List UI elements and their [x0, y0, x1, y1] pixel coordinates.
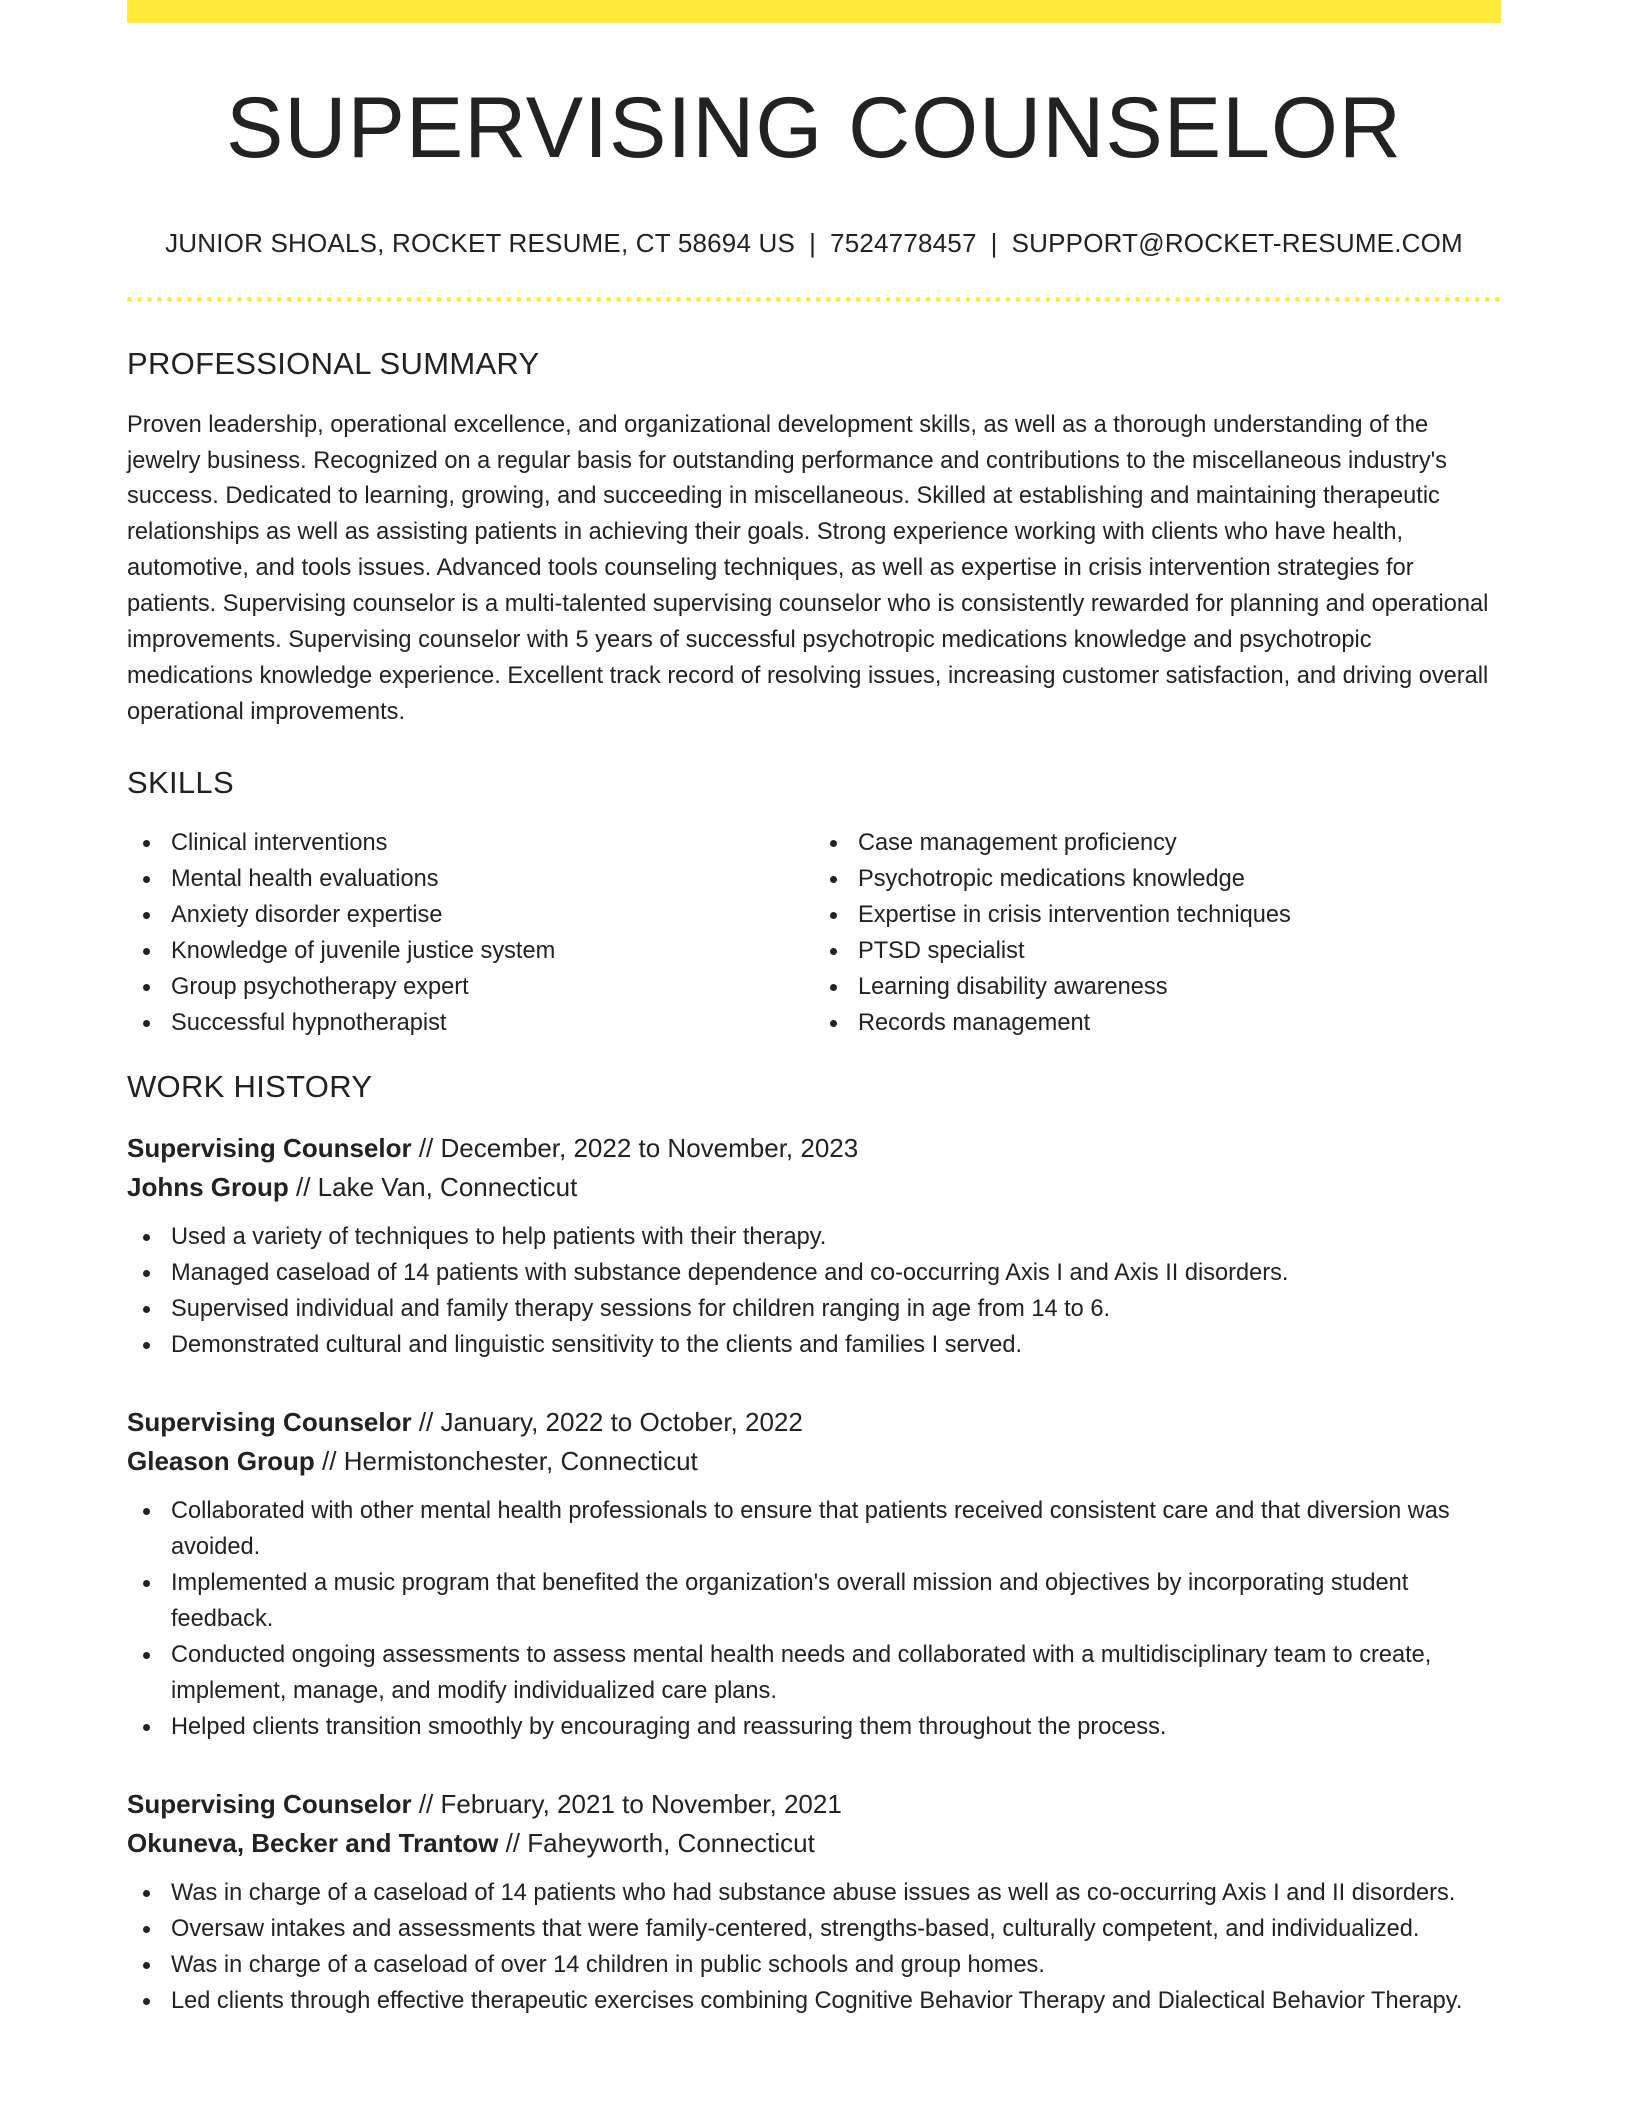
job-entry — [127, 1129, 1501, 1363]
summary-heading: PROFESSIONAL SUMMARY — [127, 345, 540, 381]
contact-line — [127, 228, 1501, 259]
contact-phone: 7524778457 — [830, 227, 977, 258]
job-dates: // February, 2021 to November, 2021 — [411, 1788, 842, 1819]
job-bullets — [127, 1875, 1501, 2019]
skills-heading: SKILLS — [127, 764, 234, 800]
resume-name: SUPERVISING COUNSELOR — [226, 80, 1402, 176]
job-bullet: Was in charge of a caseload of 14 patients who had substance abuse issues as well as co-occurring Axis I and II disorders. — [127, 1875, 1501, 1911]
skill-item: Knowledge of juvenile justice system — [127, 933, 814, 969]
skill-item: Expertise in crisis intervention techniques — [814, 897, 1501, 933]
skill-item: Successful hypnotherapist — [127, 1005, 814, 1041]
skill-item: Clinical interventions — [127, 825, 814, 861]
job-entry — [127, 1785, 1501, 2019]
job-company-line — [127, 1824, 1501, 1863]
job-role: Supervising Counselor — [127, 1132, 412, 1163]
skill-item: Records management — [814, 1005, 1501, 1041]
job-bullet: Used a variety of techniques to help patients with their therapy. — [127, 1219, 1501, 1255]
skills-column-left — [127, 825, 814, 1041]
skill-item: Anxiety disorder expertise — [127, 897, 814, 933]
job-bullet: Led clients through effective therapeutic exercises combining Cognitive Behavior Therapy and Dialectical Behavior Therapy. — [127, 1983, 1501, 2019]
job-title-line — [127, 1129, 1501, 1168]
skills-list — [127, 825, 1501, 1041]
job-company-line — [127, 1168, 1501, 1207]
job-title-line — [127, 1785, 1501, 1824]
skill-item: PTSD specialist — [814, 933, 1501, 969]
job-location: // Lake Van, Connecticut — [288, 1171, 578, 1202]
job-location: // Hermistonchester, Connecticut — [314, 1445, 698, 1476]
skills-column-right — [814, 825, 1501, 1041]
job-role: Supervising Counselor — [127, 1406, 412, 1437]
job-bullet: Helped clients transition smoothly by encouraging and reassuring them throughout the process. — [127, 1709, 1501, 1745]
job-bullet: Supervised individual and family therapy sessions for children ranging in age from 14 to 6. — [127, 1291, 1501, 1327]
job-bullets — [127, 1493, 1501, 1745]
job-bullets — [127, 1219, 1501, 1363]
job-location: // Faheyworth, Connecticut — [498, 1827, 815, 1858]
job-entry — [127, 1403, 1501, 1745]
job-bullet: Was in charge of a caseload of over 14 children in public schools and group homes. — [127, 1947, 1501, 1983]
job-company-line — [127, 1442, 1501, 1481]
contact-separator: | — [809, 227, 817, 258]
skill-item: Learning disability awareness — [814, 969, 1501, 1005]
job-bullet: Collaborated with other mental health professionals to ensure that patients received consistent care and that diversion was avoided. — [127, 1493, 1501, 1565]
contact-separator: | — [990, 227, 998, 258]
job-bullet: Demonstrated cultural and linguistic sensitivity to the clients and families I served. — [127, 1327, 1501, 1363]
work-history-heading: WORK HISTORY — [127, 1068, 373, 1104]
job-role: Supervising Counselor — [127, 1788, 412, 1819]
job-bullet: Managed caseload of 14 patients with substance dependence and co-occurring Axis I and Axis II disorders. — [127, 1255, 1501, 1291]
skill-item: Case management proficiency — [814, 825, 1501, 861]
contact-email: SUPPORT@ROCKET-RESUME.COM — [1011, 227, 1463, 258]
contact-address: JUNIOR SHOALS, ROCKET RESUME, CT 58694 US — [165, 227, 796, 258]
job-dates: // December, 2022 to November, 2023 — [411, 1132, 859, 1163]
job-bullet: Implemented a music program that benefited the organization's overall mission and objectives by incorporating student feedback. — [127, 1565, 1501, 1637]
top-accent-bar — [127, 0, 1501, 23]
resume-page — [127, 0, 1501, 2019]
skill-item: Group psychotherapy expert — [127, 969, 814, 1005]
job-dates: // January, 2022 to October, 2022 — [411, 1406, 803, 1437]
job-title-line — [127, 1403, 1501, 1442]
work-history-list — [127, 1129, 1501, 2019]
job-company: Johns Group — [127, 1171, 289, 1202]
dotted-divider — [127, 297, 1501, 302]
skill-item: Mental health evaluations — [127, 861, 814, 897]
summary-text: Proven leadership, operational excellence, and organizational development skills, as well as a thorough understanding of the jewelry business. Recognized on a regular basis for outstanding performance and contributions to the miscellaneous industry's success. Dedicated to learning, growing, and succeeding in miscellaneous. Skilled at establishing and maintaining therapeutic relationships as well as assisting patients in achieving their goals. Strong experience working with clients who have health, automotive, and tools issues. Advanced tools counseling techniques, as well as expertise in crisis intervention strategies for patients. Supervising counselor is a multi-talented supervising counselor who is consistently rewarded for planning and operational improvements. Supervising counselor with 5 years of successful psychotropic medications knowledge and psychotropic medications knowledge experience. Excellent track record of resolving issues, increasing customer satisfaction, and driving overall operational improvements. — [127, 411, 1489, 725]
job-bullet: Conducted ongoing assessments to assess mental health needs and collaborated with a multidisciplinary team to create, implement, manage, and modify individualized care plans. — [127, 1637, 1501, 1709]
job-bullet: Oversaw intakes and assessments that were family-centered, strengths-based, culturally competent, and individualized. — [127, 1911, 1501, 1947]
job-company: Okuneva, Becker and Trantow — [127, 1827, 499, 1858]
job-company: Gleason Group — [127, 1445, 315, 1476]
skill-item: Psychotropic medications knowledge — [814, 861, 1501, 897]
